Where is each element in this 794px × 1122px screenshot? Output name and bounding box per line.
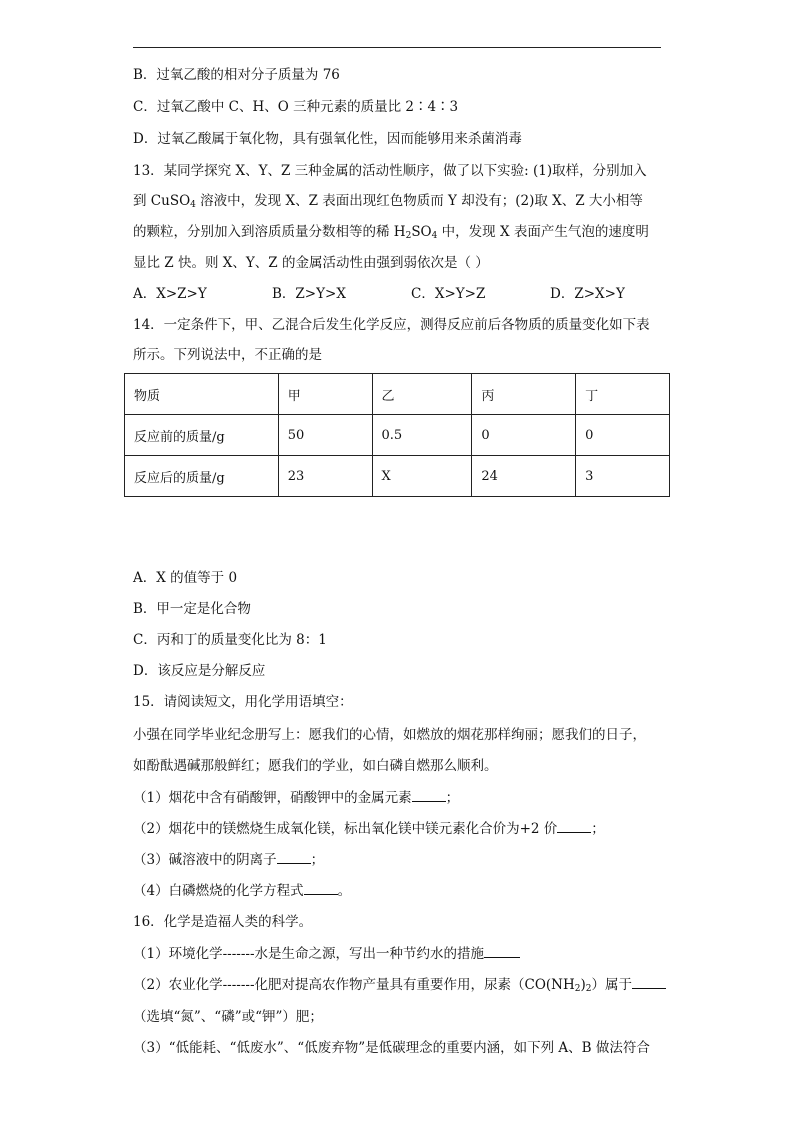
table-cell: 0: [472, 415, 576, 456]
table-row: [125, 415, 670, 456]
table-cell: 23: [278, 456, 372, 497]
q14-option-c: C．丙和丁的质量变化比为 8：1: [133, 632, 327, 648]
answer-blank[interactable]: [484, 945, 520, 958]
table-header-cell: 物质: [125, 374, 279, 415]
q16-item-2-line2: （选填“氮”、“磷”或“钾”）肥；: [133, 1009, 323, 1025]
q16-title: 16．化学是造福人类的科学。: [133, 914, 313, 930]
q14-option-d: D．该反应是分解反应: [133, 663, 266, 679]
table-header-cell: 甲: [278, 374, 372, 415]
q13-stem-line1: 13．某同学探究 X、Y、Z 三种金属的活动性顺序，做了以下实验: (1)取样，分别加入: [133, 163, 647, 179]
table-header-cell: 丙: [472, 374, 576, 415]
table-cell: 3: [576, 456, 670, 497]
table-cell: 24: [472, 456, 576, 497]
table-cell: 0: [576, 415, 670, 456]
answer-blank[interactable]: [632, 976, 666, 989]
q15-title: 15．请阅读短文，用化学用语填空：: [133, 694, 353, 710]
q13-option-a: A．X>Z>Y: [133, 286, 207, 302]
q14-option-a: A．X 的值等于 0: [133, 570, 238, 586]
q15-passage-line2: 如酚酞遇碱那般鲜红；愿我们的学业，如白磷自燃那么顺利。: [133, 758, 498, 774]
table-cell: 反应后的质量/g: [125, 456, 279, 497]
q16-item-2: （2）农业化学-------化肥对提高农作物产量具有重要作用，尿素$(CO(NH_2)_2)$属于: [133, 975, 666, 995]
answer-blank[interactable]: [557, 820, 591, 833]
q13-stem-line2: 到 CuSO$_4$ 溶液中，发现 X、Z 表面出现红色物质而 Y 却没有；(2)取 X、Z 大小相等: [133, 193, 643, 210]
table-cell: 50: [278, 415, 372, 456]
answer-blank[interactable]: [304, 882, 338, 895]
q12-option-d: D．过氧乙酸属于氧化物，具有强氧化性，因而能够用来杀菌消毒: [133, 131, 522, 147]
q13-option-d: D．Z>X>Y: [550, 286, 625, 302]
header-rule: [133, 47, 661, 48]
q13-option-c: C．X>Y>Z: [411, 286, 486, 302]
answer-blank[interactable]: [277, 851, 311, 864]
q12-option-c: C．过氧乙酸中 C、H、O 三种元素的质量比 2∶4∶3: [133, 99, 459, 115]
table-cell: X: [372, 456, 472, 497]
answer-blank[interactable]: [412, 789, 446, 802]
q14-stem-line1: 14．一定条件下，甲、乙混合后发生化学反应，测得反应前后各物质的质量变化如下表: [133, 317, 650, 333]
q13-stem-line4: 显比 Z 快。则 X、Y、Z 的金属活动性由强到弱依次是（ ）: [133, 255, 489, 271]
table-row: [125, 456, 670, 497]
q15-item-3: （3）碱溶液中的阴离子 ；: [133, 852, 325, 868]
q15-passage-line1: 小强在同学毕业纪念册写上：愿我们的心情，如燃放的烟花那样绚丽；愿我们的日子，: [133, 727, 646, 743]
q13-option-b: B．Z>Y>X: [272, 286, 346, 302]
table-header-cell: 乙: [372, 374, 472, 415]
q15-item-4: （4）白磷燃烧的化学方程式 。: [133, 883, 352, 899]
table-cell: 反应前的质量/g: [125, 415, 279, 456]
table-cell: 0.5: [372, 415, 472, 456]
q14-option-b: B．甲一定是化合物: [133, 601, 251, 617]
q13-stem-line3: 的颗粒，分别加入到溶质质量分数相等的稀 $H_2SO_4$ 中，发现 X 表面产生气泡的速度明: [133, 224, 649, 241]
q16-item-3: （3）“低能耗、“低废水”、“低废弃物”是低碳理念的重要内涵，如下列 A、B 做法符合: [133, 1040, 650, 1056]
q15-item-1: （1）烟花中含有硝酸钾，硝酸钾中的金属元素 ；: [133, 790, 460, 806]
q15-item-2: （2）烟花中的镁燃烧生成氧化镁，标出氧化镁中镁元素化合价为+2 价 ；: [133, 821, 605, 837]
table-header-cell: 丁: [576, 374, 670, 415]
q14-mass-table: [124, 373, 670, 497]
table-header-row: [125, 374, 670, 415]
q12-option-b: B．过氧乙酸的相对分子质量为 76: [133, 67, 340, 83]
q14-stem-line2: 所示。下列说法中，不正确的是: [133, 347, 322, 363]
q16-item-1: （1）环境化学-------水是生命之源，写出一种节约水的措施: [133, 944, 520, 964]
